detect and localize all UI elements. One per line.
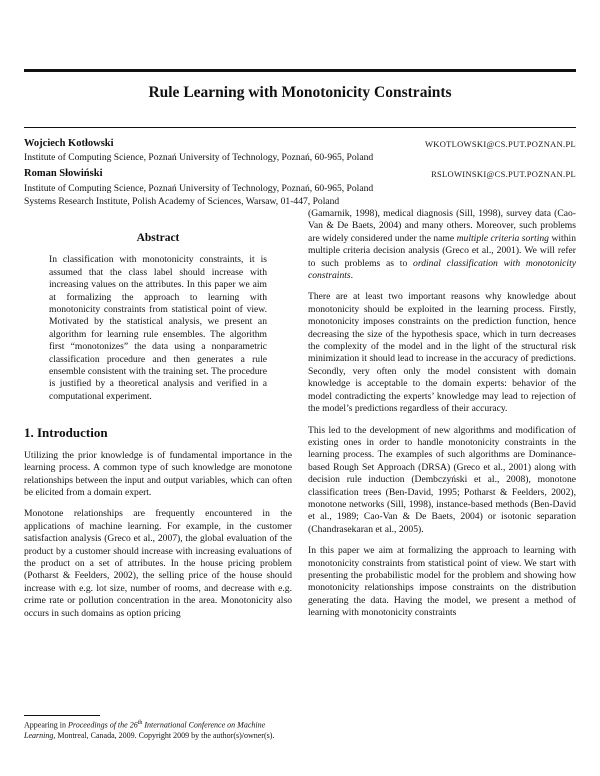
right-paragraph-2: There are at least two important reasons why knowledge about monotonicity should be exploited in the learning process. Firstly, monotonicity imposes constraints on the prediction function, hence decreasing the size of the hypothesis space, which in turn decreases the complexity of the model and in the light of the structural risk minimization it should lead to increase in the accuracy of predictions. Secondly, very often only the model consistent with domain knowledge is acceptable to the domain experts: behavior of the model contradicting the experts’ knowledge may lead to rejection of the model’s predictions regardless of their accuracy. bbox=[308, 291, 576, 415]
intro-paragraph-2: Monotone relationships are frequently encountered in the applications of machine learning. For example, in the customer satisfaction analysis (Greco et al., 2007), the global evaluation of the product by a customer should increase with increasing evaluations of the product on a set of attributes. In the house pricing problem (Potharst & Feelders, 2002), the selling price of the house should increase with e.g. lot size, number of rooms, and decrease with e.g. crime rate or pollution concentration in the area. Monotonicity also occurs in such domains as option pricing bbox=[24, 508, 292, 619]
author-2-affiliation-1: Institute of Computing Science, Poznań University of Technology, Poznań, 60-965, Poland bbox=[24, 183, 374, 194]
intro-paragraph-1: Utilizing the prior knowledge is of fundamental importance in the learning process. A common type of such knowledge are monotone relationships between the input and output variables, which can often be elicited from a domain expert. bbox=[24, 449, 292, 498]
author-2-affiliation-2: Systems Research Institute, Polish Academy of Sciences, Warsaw, 01-447, Poland bbox=[24, 196, 340, 207]
title-rule-top bbox=[24, 69, 576, 72]
abstract-heading: Abstract bbox=[136, 232, 180, 244]
footnote-rule bbox=[24, 715, 100, 716]
author-2-name: Roman Słowiński bbox=[24, 168, 103, 179]
footnote: Appearing in Proceedings of the 26th International Conference on Machine Learning, Montreal, Canada, 2009. Copyright 2009 by the author(s)/owner(s). bbox=[24, 720, 275, 740]
title-rule-bottom bbox=[24, 127, 576, 128]
right-paragraph-3: This led to the development of new algorithms and modification of existing ones in order to handle monotonicity constraints in the learning process. The examples of such algorithms are Dominance-based Rough Set Approach (DRSA) (Greco et al., 2001) along with decision rule induction (Dembczyński et al., 2008), monotone classification trees (Ben-David, 1995; Potharst & Feelders, 2002), monotone networks (Sill, 1998), instance-based methods (Ben-David et al., 1989; Cao-Van & De Baets, 2004) or isotonic separation (Chandrasekaran et al., 2005). bbox=[308, 424, 576, 535]
right-column bbox=[308, 208, 576, 629]
author-1 bbox=[24, 138, 576, 152]
author-1-name: Wojciech Kotłowski bbox=[24, 138, 114, 149]
author-1-affiliation: Institute of Computing Science, Poznań University of Technology, Poznań, 60-965, Poland bbox=[24, 152, 374, 163]
abstract-body: In classification with monotonicity constraints, it is assumed that the class label should increase with increasing values on the attributes. In this paper we aim at formalizing the approach to learning with monotonicity constraints from statistical point of view. Motivated by the statistical analysis, we present an algorithm for learning rule ensembles. The algorithm first “monotonizes” the data using a nonparametric classification procedure and then generates a rule ensemble consistent with the training set. The procedure is justified by a theoretical analysis and verified in a computational experiment. bbox=[49, 254, 267, 402]
author-2-email: RSLOWINSKI@CS.PUT.POZNAN.PL bbox=[431, 169, 576, 179]
paper-title: Rule Learning with Monotonicity Constraints bbox=[148, 84, 452, 101]
left-column bbox=[24, 232, 292, 629]
right-paragraph-4: In this paper we aim at formalizing the approach to learning with monotonicity constraints from statistical point of view. We start with presenting the probabilistic model for the problem and showing how monotonicity relationships impose constraints on the distribution generating the data. Having the model, we present a method of learning with monotonicity constraints bbox=[308, 545, 576, 619]
author-1-email: WKOTLOWSKI@CS.PUT.POZNAN.PL bbox=[424, 139, 576, 149]
introduction-heading: 1. Introduction bbox=[24, 425, 108, 441]
right-paragraph-1: (Gamarnik, 1998), medical diagnosis (Sill, 1998), survey data (Cao-Van & De Baets, 2004) and many others. Moreover, such problems are widely considered under the name multiple criteria sorting within multiple criteria decision analysis (Greco et al., 2001). We will refer to such problems as to ordinal classification with monotonicity constraints. bbox=[308, 208, 576, 282]
author-2 bbox=[24, 168, 576, 182]
